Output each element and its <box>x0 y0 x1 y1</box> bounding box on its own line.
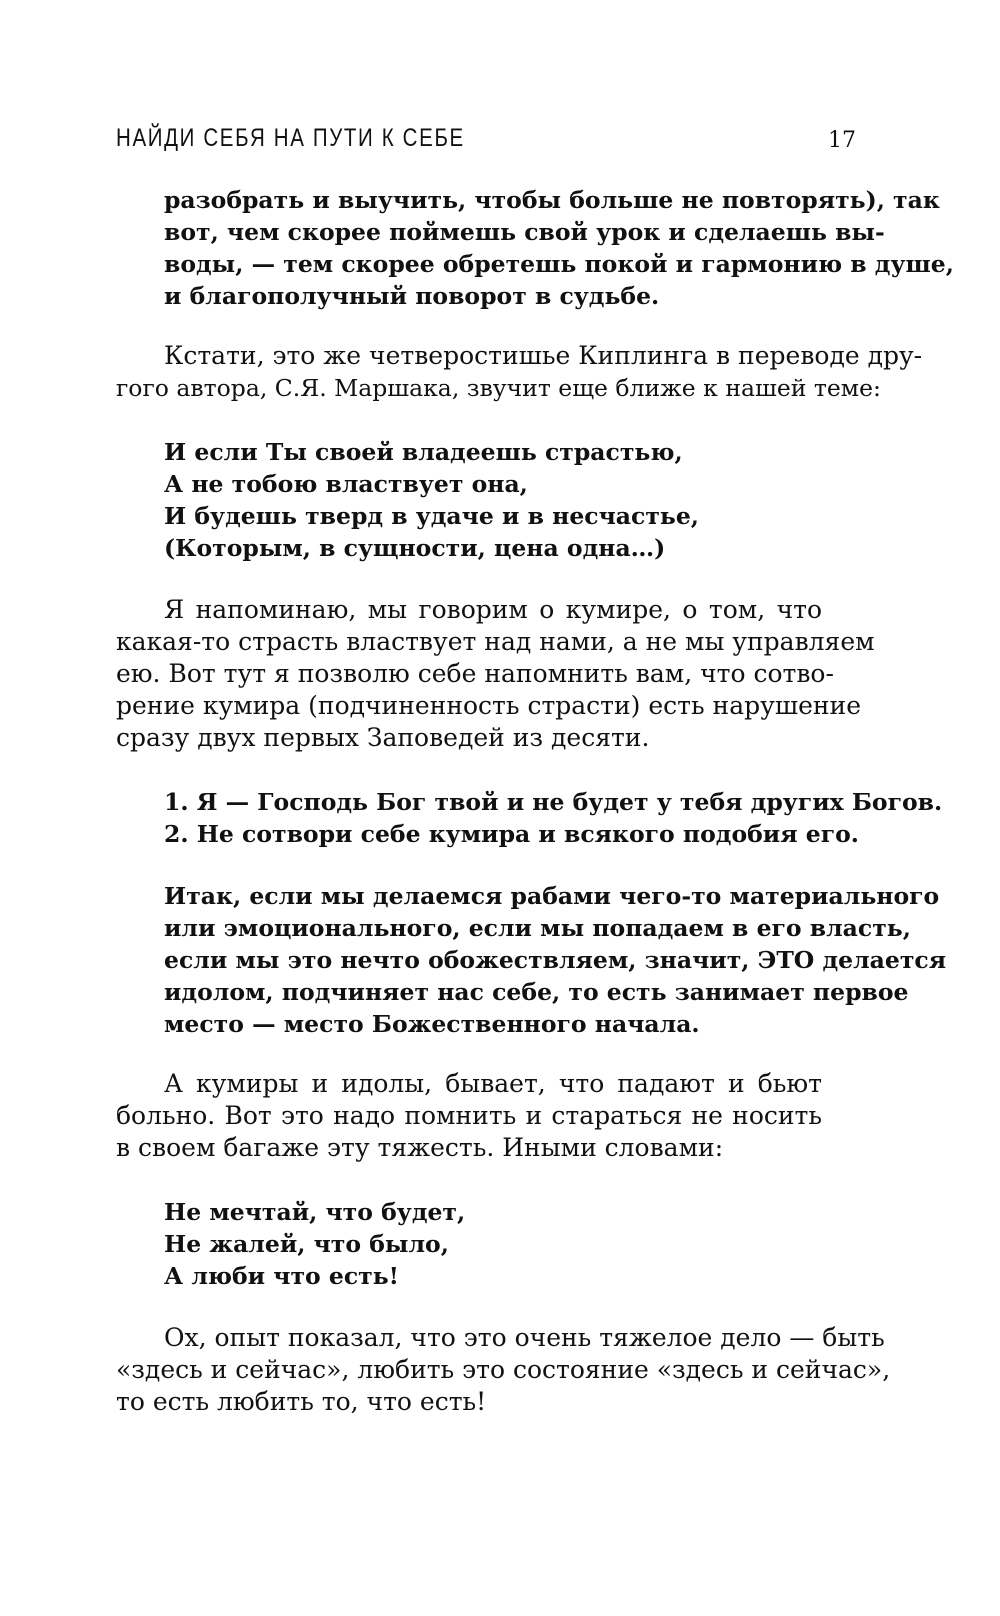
paragraph-6-line-3: то есть любить то, что есть! <box>116 1387 487 1416</box>
paragraph-1-line-4: и благополучный поворот в судьбе. <box>164 282 660 310</box>
paragraph-1-line-3: воды, — тем скорее обретешь покой и гармонию в душе, <box>164 250 954 278</box>
verse-2-line-3: А люби что есть! <box>164 1262 399 1290</box>
paragraph-3-line-3: ею. Вот тут я позволю себе напомнить вам, что сотво- <box>116 659 834 688</box>
paragraph-5-line-1: А кумиры и идолы, бывает, что падают и бьют <box>164 1069 822 1098</box>
paragraph-4-line-3: если мы это нечто обожествляем, значит, ЭТО делается <box>164 946 947 974</box>
paragraph-4-line-1: Итак, если мы делаемся рабами чего-то материального <box>164 882 940 910</box>
paragraph-3-line-5: сразу двух первых Заповедей из десяти. <box>116 723 650 752</box>
paragraph-1-line-2: вот, чем скорее поймешь свой урок и сделаешь вы- <box>164 218 885 246</box>
paragraph-3-line-2: какая-то страсть властвует над нами, а не мы управляем <box>116 627 875 656</box>
verse-1-line-3: И будешь тверд в удаче и в несчастье, <box>164 502 699 530</box>
paragraph-3-line-1: Я напоминаю, мы говорим о кумире, о том, что <box>164 595 822 624</box>
commandment-2: 2. Не сотвори себе кумира и всякого подобия его. <box>164 820 859 848</box>
verse-1-line-1: И если Ты своей владеешь страстью, <box>164 438 683 466</box>
paragraph-5-line-3: в своем багаже эту тяжесть. Иными словами: <box>116 1133 724 1162</box>
paragraph-3-line-4: рение кумира (подчиненность страсти) есть нарушение <box>116 691 861 720</box>
page-number: 17 <box>828 128 856 153</box>
verse-2-line-2: Не жалей, что было, <box>164 1230 449 1258</box>
running-title: НАЙДИ СЕБЯ НА ПУТИ К СЕБЕ <box>116 124 465 152</box>
verse-1-line-4: (Которым, в сущности, цена одна…) <box>164 534 666 562</box>
paragraph-4-line-5: место — место Божественного начала. <box>164 1010 700 1038</box>
paragraph-6-line-2: «здесь и сейчас», любить это состояние «здесь и сейчас», <box>116 1355 891 1384</box>
page-header <box>116 124 856 164</box>
paragraph-2-line-2: гого автора, С.Я. Маршака, звучит еще ближе к нашей теме: <box>116 374 881 402</box>
verse-1-line-2: А не тобою властвует она, <box>164 470 528 498</box>
paragraph-1-line-1: разобрать и выучить, чтобы больше не повторять), так <box>164 186 940 214</box>
paragraph-4-line-4: идолом, подчиняет нас себе, то есть занимает первое <box>164 978 909 1006</box>
paragraph-5-line-2: больно. Вот это надо помнить и стараться не носить <box>116 1101 822 1130</box>
paragraph-2-line-1: Кстати, это же четверостишье Киплинга в переводе дру- <box>164 341 923 370</box>
verse-2-line-1: Не мечтай, что будет, <box>164 1198 466 1226</box>
paragraph-4-line-2: или эмоционального, если мы попадаем в его власть, <box>164 914 911 942</box>
commandment-1: 1. Я — Господь Бог твой и не будет у тебя других Богов. <box>164 788 943 816</box>
paragraph-6-line-1: Ох, опыт показал, что это очень тяжелое дело — быть <box>164 1323 885 1352</box>
